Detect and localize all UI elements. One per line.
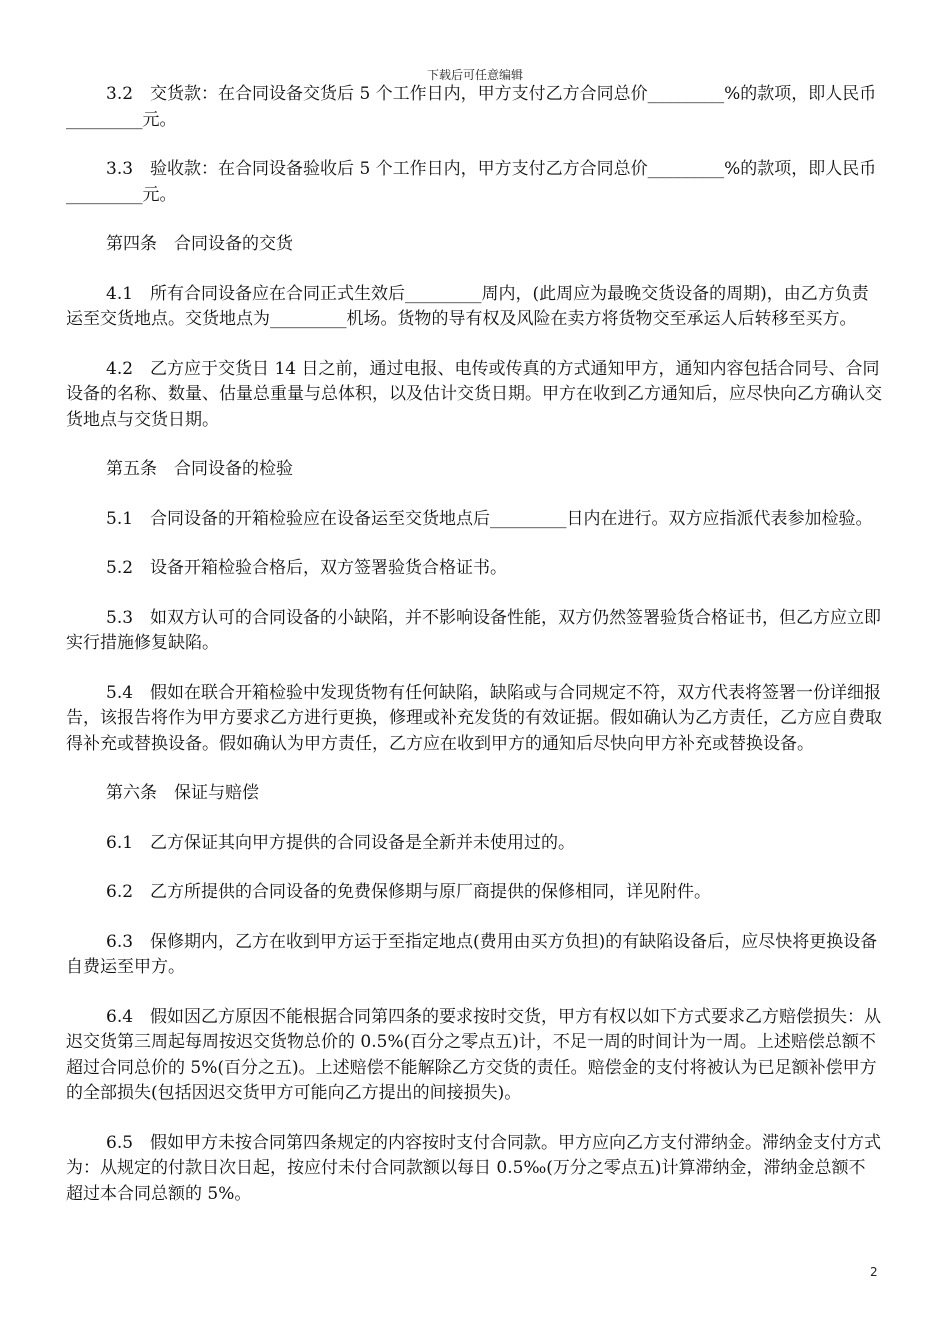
clause-text: 5.1 合同设备的开箱检验应在设备运至交货地点后_________日内在进行。双方应指派代表参加检验。	[106, 508, 873, 529]
clause-6-1	[66, 831, 882, 857]
heading-text: 第五条 合同设备的检验	[106, 459, 293, 479]
clause-6-2	[66, 880, 882, 906]
clause-text: 6.3 保修期内，乙方在收到甲方运于至指定地点(费用由买方负担)的有缺陷设备后，应尽快将更换设备自费运至甲方。	[66, 931, 878, 977]
clause-4-1	[66, 282, 882, 333]
article-4-heading	[66, 232, 882, 258]
clause-5-4	[66, 681, 882, 758]
clause-text: 5.2 设备开箱检验合格后，双方签署验货合格证书。	[106, 558, 508, 578]
clause-text: 3.2 交货款：在合同设备交货后 5 个工作日内，甲方支付乙方合同总价_________%的款项，即人民币_________元。	[66, 84, 877, 130]
clause-text: 6.1 乙方保证其向甲方提供的合同设备是全新并未使用过的。	[106, 832, 576, 853]
page-number: 2	[870, 1265, 878, 1279]
clause-6-5	[66, 1131, 882, 1208]
clause-3-3	[66, 157, 882, 208]
clause-4-2	[66, 357, 882, 434]
clause-text: 3.3 验收款：在合同设备验收后 5 个工作日内，甲方支付乙方合同总价_________%的款项，即人民币_________元。	[66, 159, 877, 205]
clause-text: 6.5 假如甲方未按合同第四条规定的内容按时支付合同款。甲方应向乙方支付滞纳金。滞纳金支付方式为：从规定的付款日次日起，按应付未付合同款额以每日 0.5‰(万分之零点五)计算滞纳金，滞纳金总额不超过本合同总额的 5%。	[66, 1132, 882, 1204]
clause-6-4	[66, 1005, 882, 1107]
paragraph-container	[66, 82, 882, 1207]
article-5-heading	[66, 457, 882, 483]
clause-5-2	[66, 556, 882, 582]
clause-text: 6.4 假如因乙方原因不能根据合同第四条的要求按时交货，甲方有权以如下方式要求乙方赔偿损失：从迟交货第三周起每周按迟交货物总价的 0.5%(百分之零点五)计，不足一周的时间计为一周。上述赔偿总额不超过合同总价的 5%(百分之五)。上述赔偿不能解除乙方交货的责任。赔偿金的支付将被认为已足额补偿甲方的全部损失(包括因迟交货甲方可能向乙方提出的间接损失)。	[66, 1006, 882, 1103]
clause-6-3	[66, 930, 882, 981]
heading-text: 第四条 合同设备的交货	[106, 234, 293, 254]
clause-3-2	[66, 82, 882, 133]
page-header-note: 下载后可任意编辑	[426, 68, 523, 82]
clause-text: 5.3 如双方认可的合同设备的小缺陷，并不影响设备性能，双方仍然签署验货合格证书，但乙方应立即实行措施修复缺陷。	[66, 607, 882, 653]
clause-5-3	[66, 606, 882, 657]
clause-text: 4.2 乙方应于交货日 14 日之前，通过电报、电传或传真的方式通知甲方，通知内容包括合同号、合同设备的名称、数量、估量总重量与总体积，以及估计交货日期。甲方在收到乙方通知后，应尽快向乙方确认交货地点与交货日期。	[66, 358, 882, 430]
clause-text: 5.4 假如在联合开箱检验中发现货物有任何缺陷，缺陷或与合同规定不符，双方代表将签署一份详细报告，该报告将作为甲方要求乙方进行更换，修理或补充发货的有效证据。假如确认为乙方责任，乙方应自费取得补充或替换设备。假如确认为甲方责任，乙方应在收到甲方的通知后尽快向甲方补充或替换设备。	[66, 682, 882, 754]
document-body	[66, 82, 882, 1231]
clause-text: 6.2 乙方所提供的合同设备的免费保修期与原厂商提供的保修相同，详见附件。	[106, 882, 712, 902]
clause-text: 4.1 所有合同设备应在合同正式生效后_________周内，(此周应为最晚交货设备的周期)，由乙方负责运至交货地点。交货地点为_________机场。货物的导有权及风险在卖方将货物交至承运人后转移至买方。	[66, 283, 869, 329]
article-6-heading	[66, 781, 882, 807]
heading-text: 第六条 保证与赔偿	[106, 783, 259, 803]
clause-5-1	[66, 507, 882, 533]
